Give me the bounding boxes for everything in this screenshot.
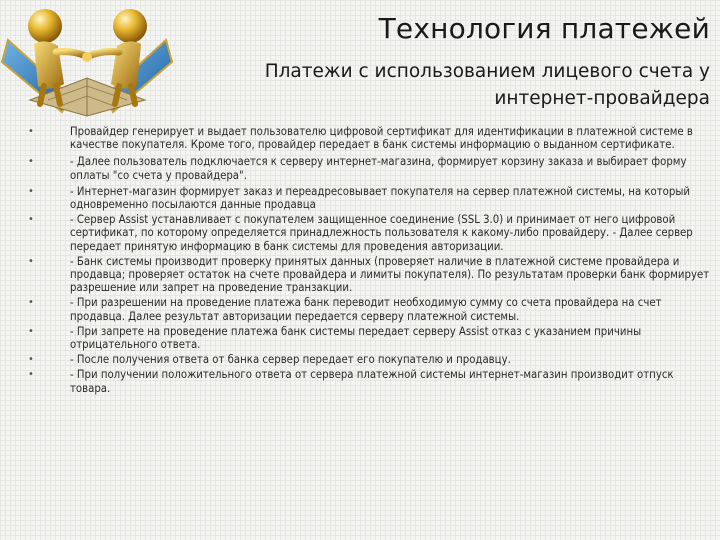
bullet-icon: • bbox=[28, 185, 34, 197]
list-item-text: - При получении положительного ответа от сервера платежной системы интернет-магазин производит отпуск товара. bbox=[70, 368, 674, 395]
bullet-icon: • bbox=[28, 156, 34, 168]
two-figures-handshake-logo-icon bbox=[0, 0, 175, 118]
list-item bbox=[28, 185, 713, 211]
bullet-icon: • bbox=[28, 255, 34, 267]
slide-title: Технология платежей bbox=[378, 12, 710, 45]
list-item-text: - Далее пользователь подключается к серверу интернет-магазина, формирует корзину заказа и выбирает форму оплаты "со счета у провайдера". bbox=[70, 155, 687, 182]
bullet-list bbox=[28, 125, 713, 395]
list-item-text: - При разрешении на проведение платежа банк переводит необходимую сумму со счета провайдера на счет продавца. Далее результат авторизации передается серверу платежной системы. bbox=[70, 296, 662, 323]
list-item bbox=[28, 325, 713, 351]
bullet-icon: • bbox=[28, 369, 34, 381]
list-item bbox=[28, 125, 713, 151]
list-item-text: - Сервер Assist устанавливает с покупателем защищенное соединение (SSL 3.0) и принимает от него цифровой сертификат, по которому определяется принадлежность пользователя к какому-либо провайдеру. - Далее сервер передает принятую информацию в банк системы для проведения авторизации. bbox=[70, 213, 693, 253]
list-item-text: - При запрете на проведение платежа банк системы передает серверу Assist отказ с указанием причины отрицательного ответа. bbox=[70, 324, 642, 352]
slide-subtitle: Платежи с использованием лицевого счета у интернет-провайдера bbox=[264, 61, 710, 109]
bullet-icon: • bbox=[28, 354, 34, 366]
list-item bbox=[28, 296, 713, 322]
list-item bbox=[28, 353, 713, 366]
list-item-text: - После получения ответа от банка сервер передает его покупателю и продавцу. bbox=[70, 353, 511, 367]
list-item bbox=[28, 213, 713, 253]
bullet-icon: • bbox=[28, 297, 34, 309]
bullet-icon: • bbox=[28, 214, 34, 226]
list-item-text: - Банк системы производит проверку принятых данных (проверяет наличие в платежной системе провайдера и продавца; проверяет остаток на счете провайдера и лимиты покупателя). По результатам проверки банк формирует разрешение или запрет на проведение транзакции. bbox=[70, 254, 710, 295]
list-item bbox=[28, 368, 713, 394]
list-item bbox=[28, 155, 713, 181]
bullet-icon: • bbox=[28, 325, 34, 337]
bullet-icon: • bbox=[28, 126, 34, 137]
list-item-text: Провайдер генерирует и выдает пользователю цифровой сертификат для идентификации в платежной системе в качестве покупателя. Кроме того, провайдер передает в банк системы информацию о выданном сертификате. bbox=[70, 125, 693, 152]
list-item bbox=[28, 255, 713, 295]
list-item-text: - Интернет-магазин формирует заказ и переадресовывает покупателя на сервер платежной системы, на который одновременно посылаются данные продавца bbox=[70, 184, 690, 212]
